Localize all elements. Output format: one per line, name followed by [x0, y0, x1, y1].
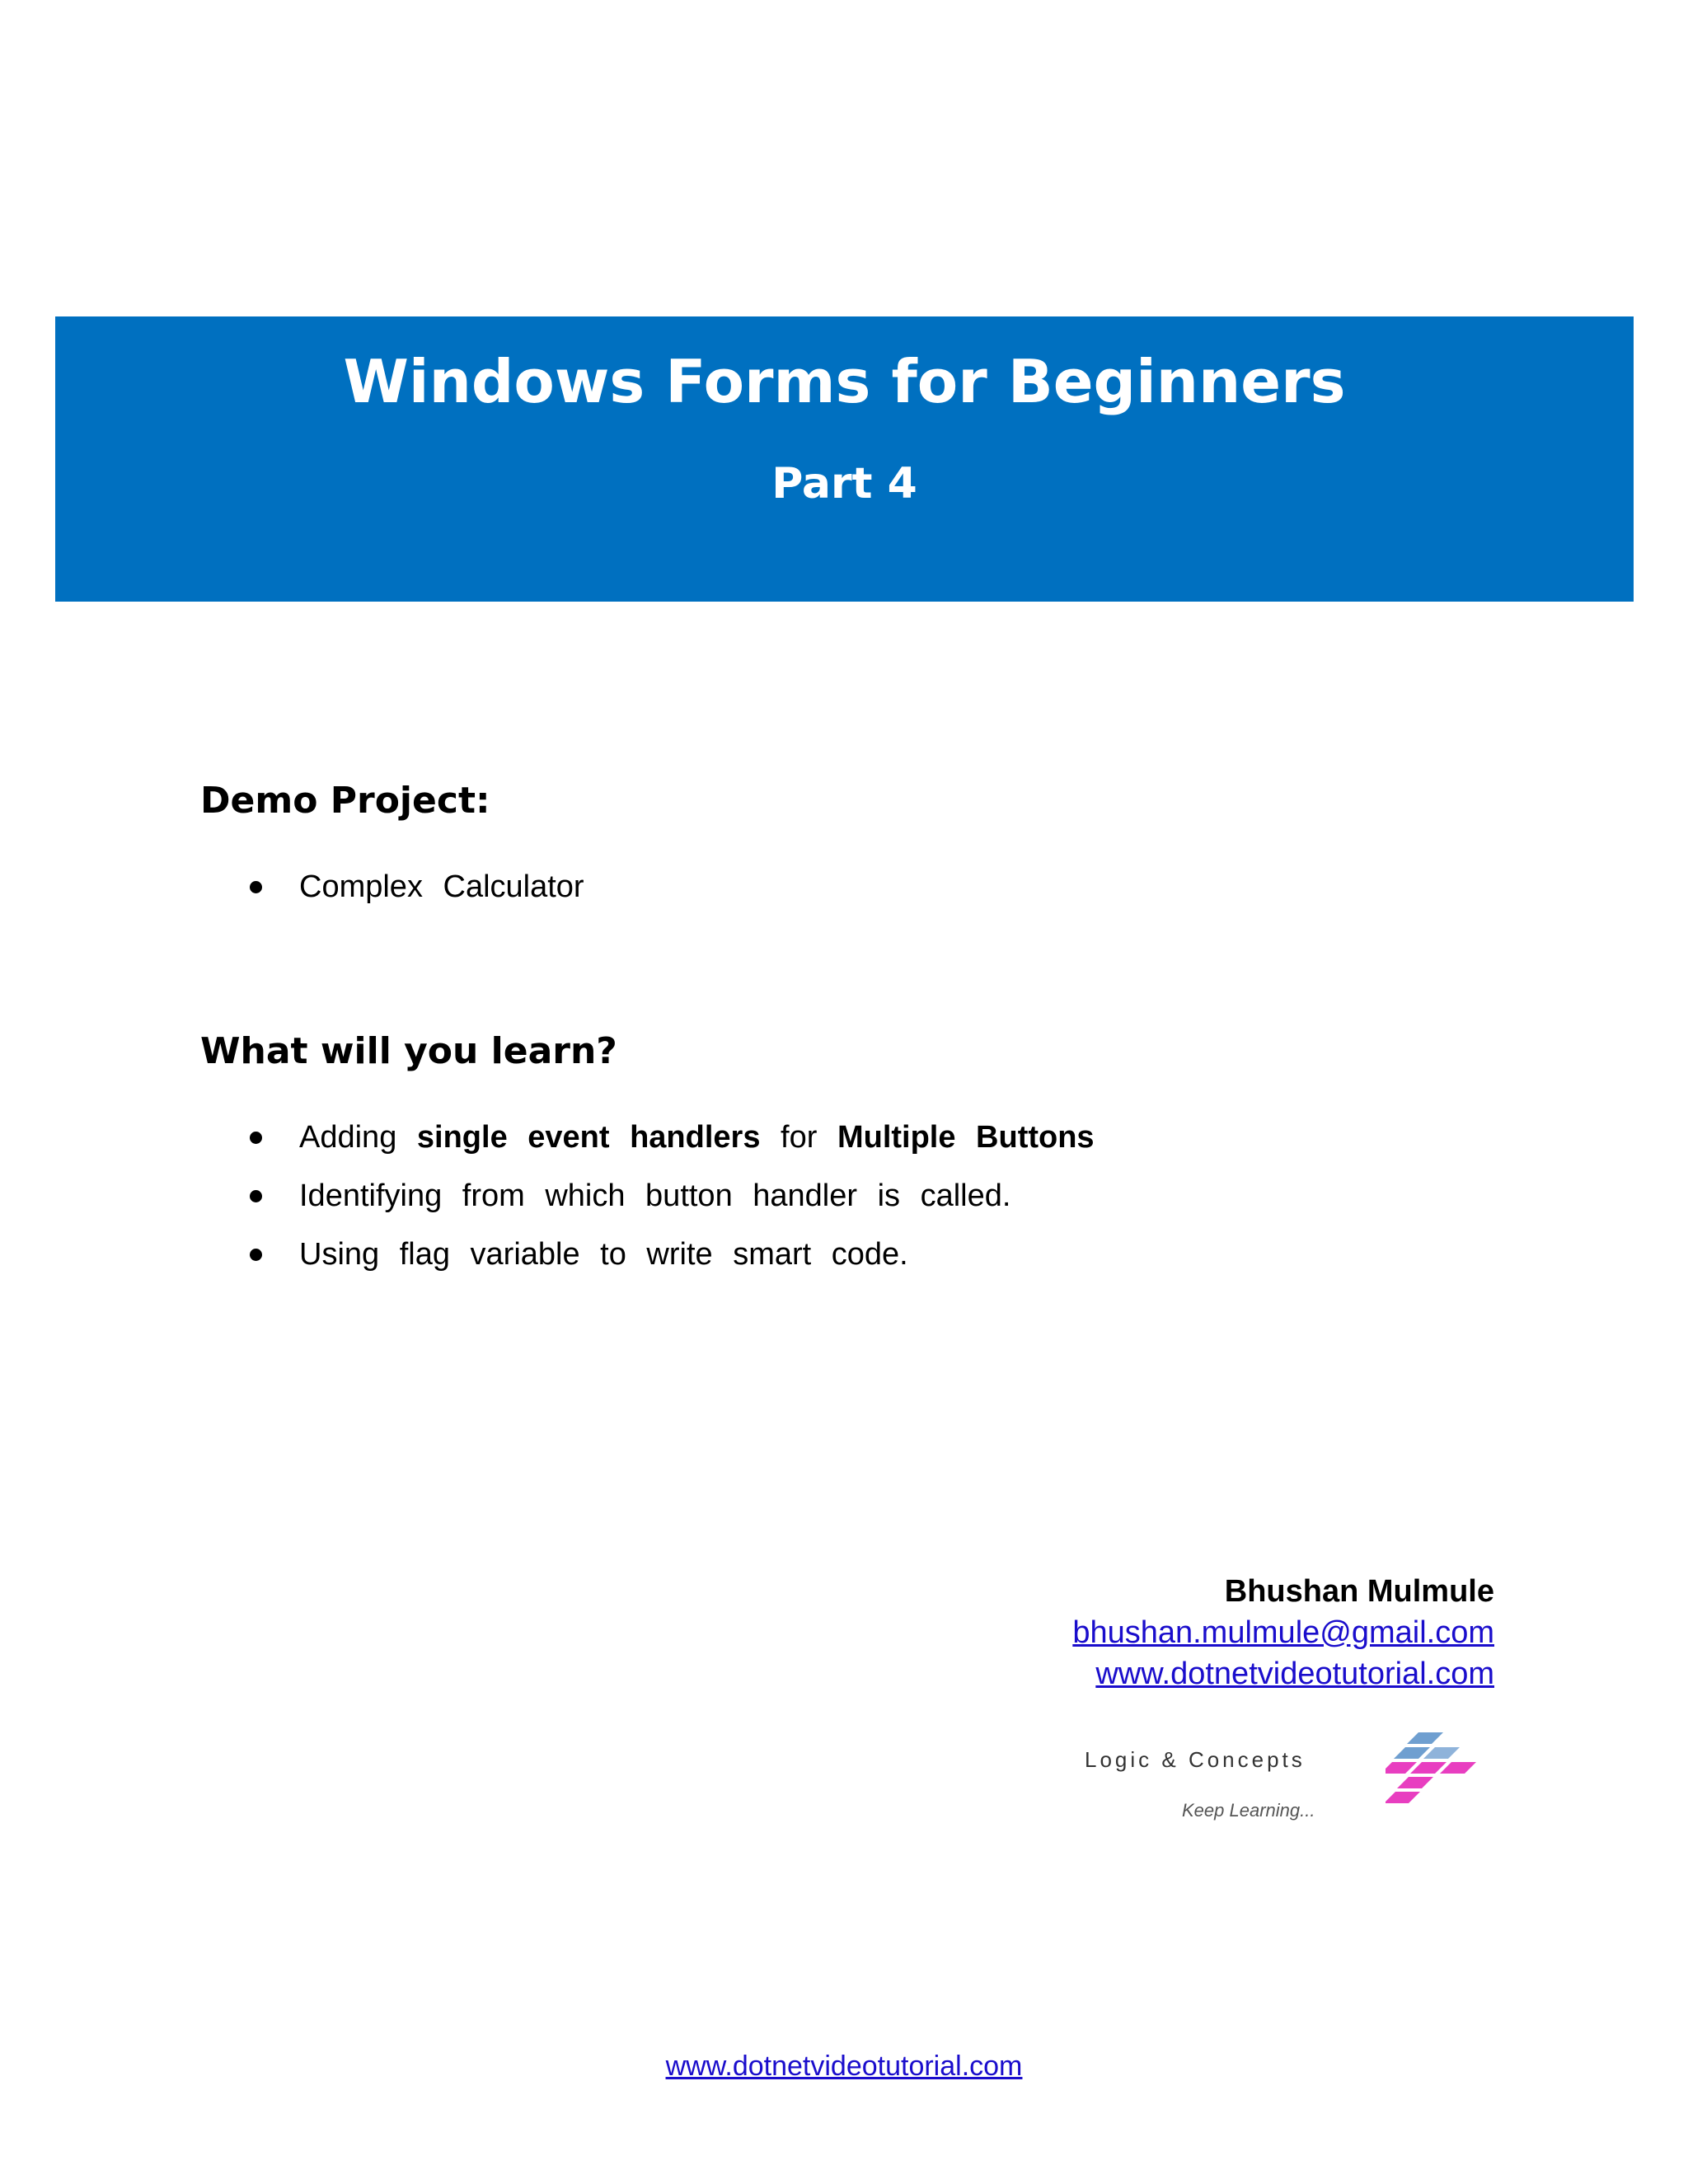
list-item-emphasis: single event handlers — [416, 1120, 761, 1155]
footer-website-link[interactable] — [0, 2050, 1688, 2083]
document-title: Windows Forms for Beginners — [343, 347, 1346, 416]
list-item-emphasis: Multiple Buttons — [837, 1120, 1095, 1155]
bullet-icon — [250, 1190, 262, 1202]
learn-heading: What will you learn? — [200, 1030, 617, 1072]
logic-concepts-logo — [1085, 1731, 1480, 1830]
list-item-text-middle: for — [781, 1120, 818, 1155]
author-email-link[interactable]: bhushan.mulmule@gmail.com — [1072, 1615, 1494, 1650]
demo-project-list — [200, 864, 584, 922]
list-item-text: Complex Calculator — [299, 869, 584, 904]
bullet-icon — [250, 1132, 262, 1144]
list-item-text-start: Adding — [299, 1120, 397, 1155]
list-item — [200, 1173, 1095, 1231]
demo-project-heading: Demo Project: — [200, 780, 490, 822]
list-item-text: Identifying from which button handler is called. — [299, 1179, 1011, 1213]
bullet-icon — [250, 1249, 262, 1261]
list-item — [200, 1231, 1095, 1290]
list-item — [200, 1114, 1095, 1173]
author-block — [1072, 1571, 1494, 1694]
title-banner — [55, 316, 1634, 602]
logo-text: Logic & Concepts — [1085, 1747, 1306, 1772]
learn-list — [200, 1114, 1095, 1290]
list-item — [200, 864, 584, 922]
author-website-link[interactable]: www.dotnetvideotutorial.com — [1095, 1657, 1494, 1691]
document-subtitle: Part 4 — [771, 459, 917, 509]
bullet-icon — [250, 881, 262, 893]
footer-link-text[interactable]: www.dotnetvideotutorial.com — [665, 2050, 1023, 2082]
author-name: Bhushan Mulmule — [1224, 1574, 1494, 1609]
logo-tagline: Keep Learning... — [1182, 1800, 1315, 1821]
list-item-text: Using flag variable to write smart code. — [299, 1237, 908, 1272]
logo-mark-icon — [1386, 1731, 1476, 1821]
